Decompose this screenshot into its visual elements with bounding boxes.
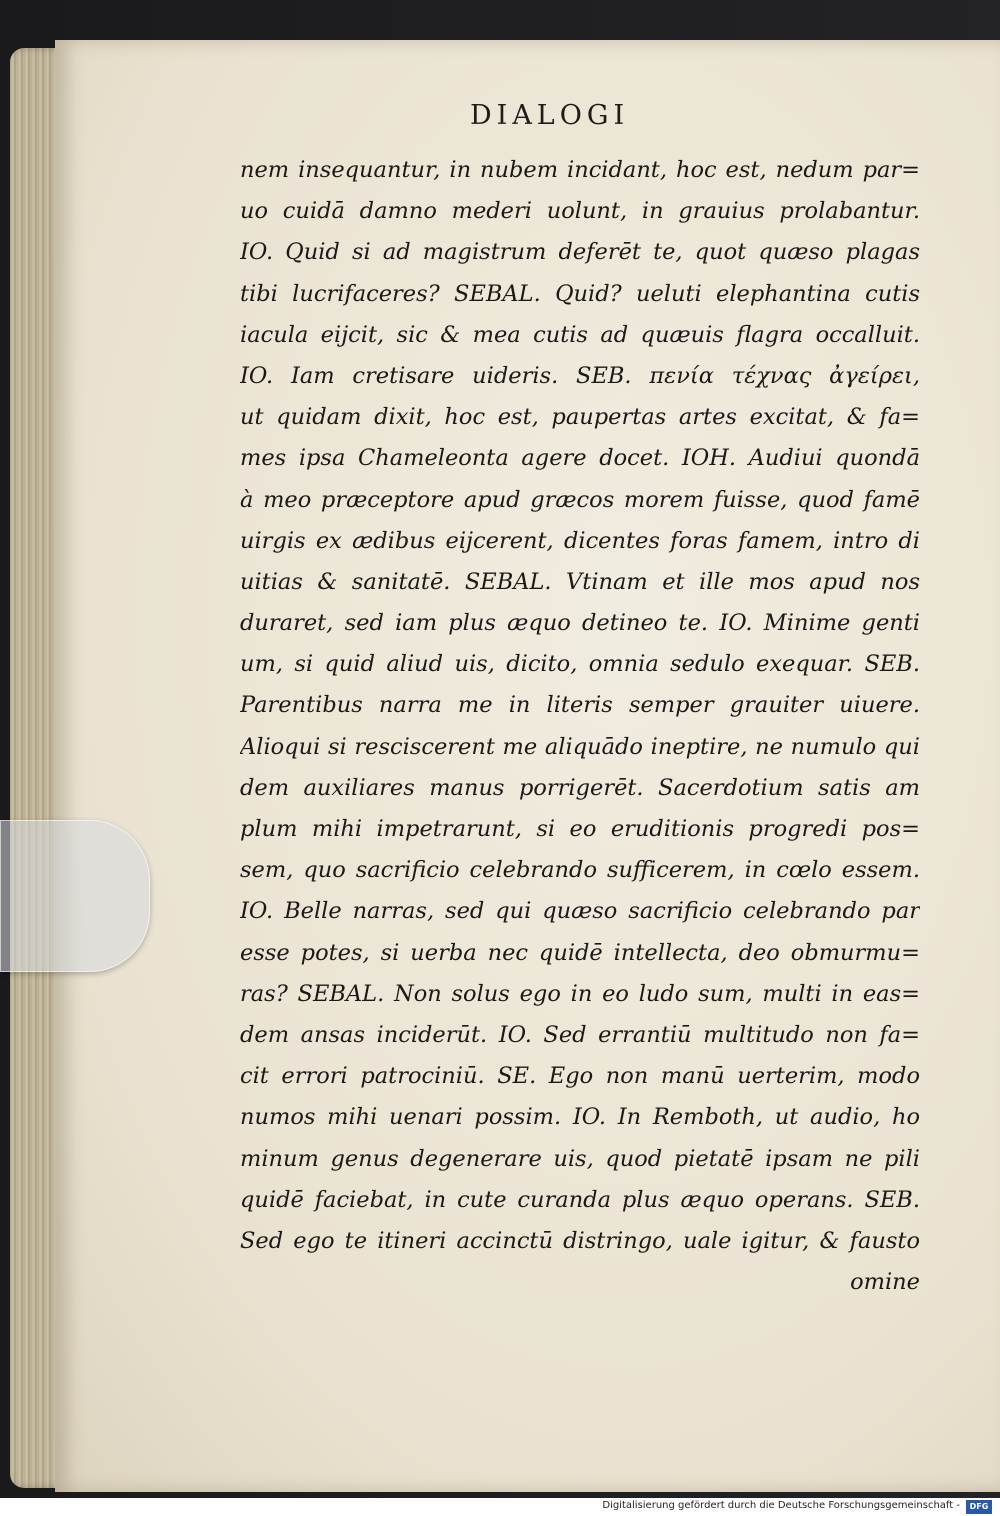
page-clip bbox=[0, 820, 150, 972]
text-line: duraret, sed iam plus æquo detineo te. IO. Minime genti bbox=[240, 610, 920, 637]
text-line: dem auxiliares manus porrigerēt. Sacerdotium satis am bbox=[240, 774, 920, 801]
text-line: ras? SEBAL. Non solus ego in eo ludo sum, multi in eas= bbox=[240, 980, 920, 1007]
text-line: numos mihi uenari possim. IO. In Remboth, ut audio, ho bbox=[240, 1104, 920, 1131]
text-line: iacula eijcit, sic & mea cutis ad quæuis flagra occalluit. bbox=[240, 321, 920, 348]
text-line: sem, quo sacrificio celebrando sufficerem, in cœlo essem. bbox=[240, 857, 920, 884]
dfg-logo: DFG bbox=[966, 1500, 992, 1514]
text-line: nem insequantur, in nubem incidant, hoc est, nedum par= bbox=[240, 157, 920, 183]
footer-credit: Digitalisierung gefördert durch die Deutsche Forschungsgemeinschaft - bbox=[602, 1500, 960, 1511]
text-line: plum mihi impetrarunt, si eo eruditionis progredi pos= bbox=[240, 816, 920, 842]
text-line: omine bbox=[850, 1269, 920, 1296]
text-line: uirgis ex ædibus eijcerent, dicentes foras famem, intro di bbox=[240, 527, 920, 554]
text-line: um, si quid aliud uis, dicito, omnia sedulo exequar. SEB. bbox=[240, 651, 920, 678]
text-line: cit errori patrociniū. SE. Ego non manū uerterim, modo bbox=[240, 1063, 920, 1090]
text-line: IO. Quid si ad magistrum deferēt te, quot quæso plagas bbox=[240, 239, 920, 266]
text-line: à meo præceptore apud græcos morem fuisse, quod famē bbox=[240, 486, 920, 513]
text-line: IO. Belle narras, sed qui quæso sacrificio celebrando par bbox=[240, 898, 920, 925]
text-line: uo cuidā damno mederi uolunt, in grauius prolabantur. bbox=[240, 198, 920, 225]
text-line: Parentibus narra me in literis semper grauiter uiuere. bbox=[240, 692, 920, 719]
text-line: uitias & sanitatē. SEBAL. Vtinam et ille mos apud nos bbox=[240, 568, 920, 595]
running-head: DIALOGI bbox=[470, 100, 630, 131]
text-line: mes ipsa Chameleonta agere docet. IOH. Audiui quondā bbox=[240, 445, 920, 472]
text-line: esse potes, si uerba nec quidē intellecta, deo obmurmu= bbox=[240, 939, 920, 966]
text-line: quidē faciebat, in cute curanda plus æquo operans. SEB. bbox=[240, 1186, 920, 1213]
text-line: Sed ego te itineri accinctū distringo, uale igitur, & fausto bbox=[240, 1227, 920, 1254]
text-line: IO. Iam cretisare uideris. SEB. πενία τέχνας ἀγείρει, bbox=[240, 362, 920, 389]
text-line: Alioqui si resciscerent me aliquādo ineptire, ne numulo qui bbox=[240, 733, 920, 760]
text-line: dem ansas inciderūt. IO. Sed errantiū multitudo non fa= bbox=[240, 1021, 920, 1048]
text-line: minum genus degenerare uis, quod pietatē ipsam ne pili bbox=[240, 1145, 920, 1172]
text-block bbox=[240, 150, 920, 1303]
text-line: ut quidam dixit, hoc est, paupertas artes excitat, & fa= bbox=[240, 404, 920, 431]
text-line: tibi lucrifaceres? SEBAL. Quid? ueluti elephantina cutis bbox=[240, 280, 920, 307]
